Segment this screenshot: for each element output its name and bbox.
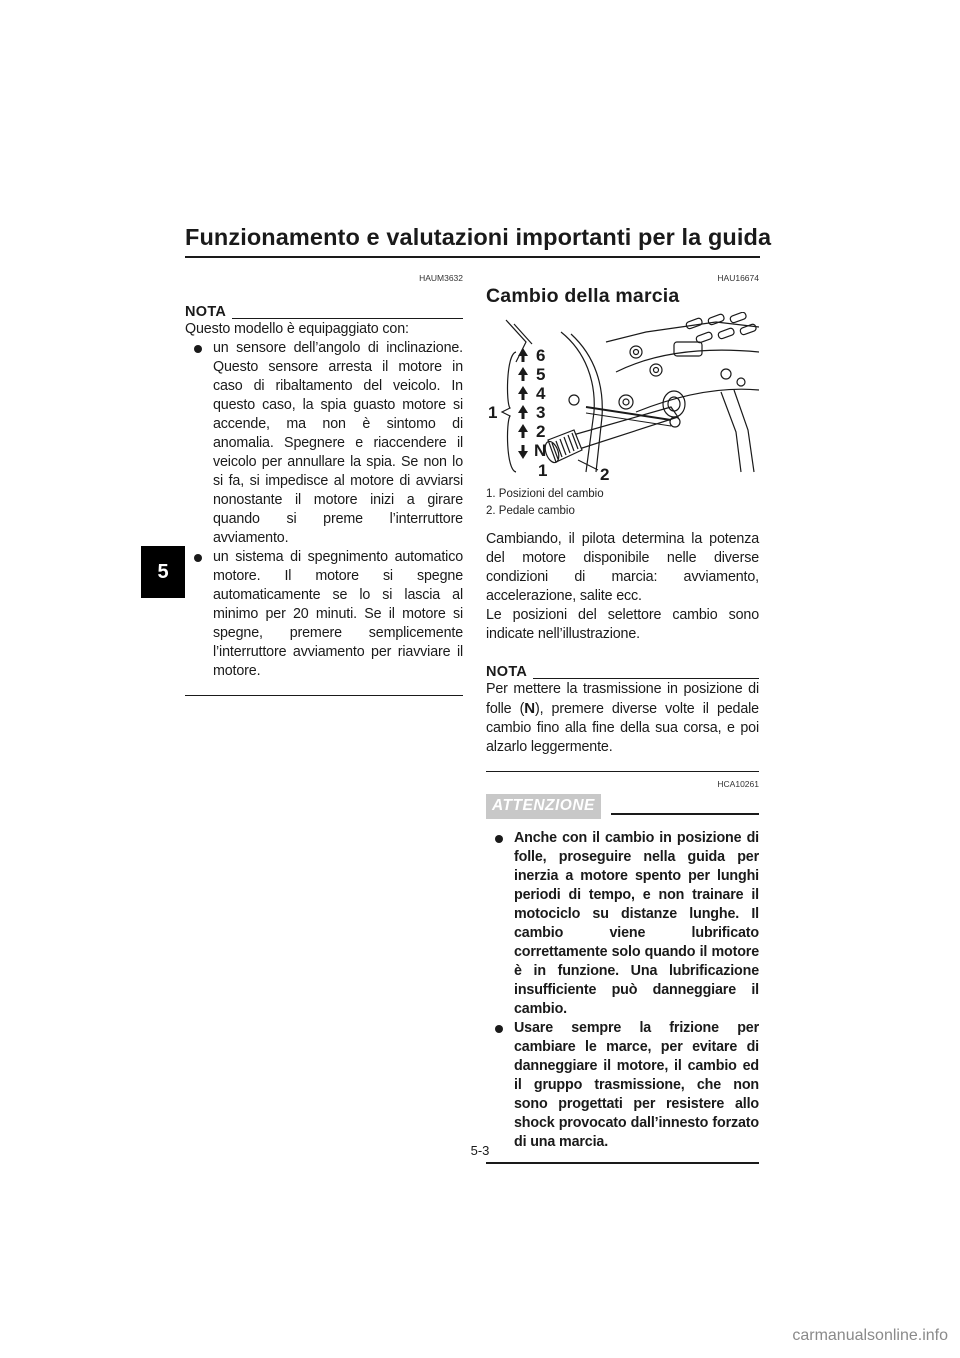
page-number: 5-3	[470, 1143, 490, 1158]
gear-label: 2	[536, 422, 546, 441]
gear-shift-figure	[486, 312, 759, 482]
nota-rule	[232, 318, 463, 319]
reference-code: HAU16674	[717, 273, 759, 283]
gear-label: 6	[536, 346, 546, 365]
attention-badge: ATTENZIONE	[486, 794, 601, 819]
attention-heading	[486, 794, 759, 819]
attention-bullet-list	[486, 829, 759, 1152]
bullet-text: un sistema di spegnimento automatico motore. Il motore si spegne automaticamente se lo si lascia al minimo per 20 minuti. Se il motore si spegne, premere semplicemente l’interruttore avviamento per riavviare il motore.	[213, 549, 463, 679]
neutral-symbol: N	[524, 700, 535, 717]
callout-2-label: 2	[600, 465, 610, 482]
list-item	[185, 548, 463, 681]
gear-label: N	[534, 441, 547, 460]
page-title: Funzionamento e valutazioni importanti per la guida	[185, 224, 772, 250]
nota-end-rule	[185, 695, 463, 696]
reference-code: HAUM3632	[419, 273, 463, 283]
watermark: carmanualsonline.info	[792, 1327, 948, 1344]
nota-heading	[486, 664, 759, 680]
legend-item: 2. Pedale cambio	[486, 505, 575, 517]
nota-text-start: Per mettere la trasmissione in posizione di folle (	[486, 681, 759, 717]
attention-rule	[611, 813, 759, 815]
chapter-tab: 5	[141, 546, 185, 598]
gear-label: 5	[536, 365, 546, 384]
nota-intro: Questo modello è equipaggiato con:	[185, 321, 409, 337]
reference-code: HCA10261	[717, 779, 759, 789]
nota-rule	[533, 678, 759, 679]
list-item	[486, 829, 759, 1019]
nota-label: NOTA	[185, 304, 227, 320]
nota-label: NOTA	[486, 664, 528, 680]
gear-arrows-icon	[518, 348, 528, 459]
list-item	[486, 1019, 759, 1152]
bullet-text: Usare sempre la frizione per cambiare le marce, per evitare di danneggiare il motore, il cambio ed il gruppo trasmissione, che non sono progettati per resistere allo shock provocato dall’innesto forzato di una marcia.	[514, 1020, 759, 1150]
body-paragraph: Le posizioni del selettore cambio sono indicate nell’illustrazione.	[486, 607, 759, 642]
bullet-dot-icon	[495, 835, 503, 843]
gear-label: 3	[536, 403, 546, 422]
gear-shift-illustration	[486, 312, 759, 482]
attention-end-rule	[486, 1162, 759, 1164]
legend-item: 1. Posizioni del cambio	[486, 488, 604, 500]
figure-legend	[486, 486, 759, 520]
list-item	[185, 339, 463, 548]
callout-1-label: 1	[488, 403, 498, 422]
body-paragraph: Cambiando, il pilota determina la potenza del motore disponibile nelle diverse condizioni di marcia: avviamento, accelerazione, salite ecc.	[486, 531, 759, 604]
nota-text-end: ), premere diverse volte il pedale cambio fino alla fine della sua corsa, e poi alzarlo leggermente.	[486, 701, 759, 755]
left-column	[185, 272, 463, 696]
nota-text	[486, 680, 759, 757]
nota-bullet-list	[185, 339, 463, 681]
bullet-dot-icon	[495, 1025, 503, 1033]
bullet-text: un sensore dell’angolo di inclinazione. Questo sensore arresta il motore in caso di ribaltamento del veicolo. In questo caso, la spia guasto motore si accende, ma non è sintomo di anomalia. Spegnere e riaccendere il veicolo per annullare la spia. Se non lo si fa, si impedisce al motore di avviarsi nonostante il motore inizi a girare quando si preme l’interruttore avviamento.	[213, 340, 463, 546]
gear-label: 4	[536, 384, 546, 403]
title-rule	[185, 256, 760, 258]
right-column	[486, 272, 759, 1164]
gear-label: 1	[538, 461, 548, 480]
nota-heading	[185, 304, 463, 320]
bullet-dot-icon	[194, 554, 202, 562]
section-title: Cambio della marcia	[486, 285, 680, 307]
bullet-dot-icon	[194, 345, 202, 353]
bullet-text: Anche con il cambio in posizione di folle, proseguire nella guida per inerzia a motore spento per lunghi periodi di tempo, e non trainare il motociclo su distanze lunghe. Il cambio viene lubrificato correttamente solo quando il motore è in funzione. Una lubrificazione insufficiente può danneggiare il cambio.	[514, 830, 759, 1017]
nota-end-rule	[486, 771, 759, 772]
